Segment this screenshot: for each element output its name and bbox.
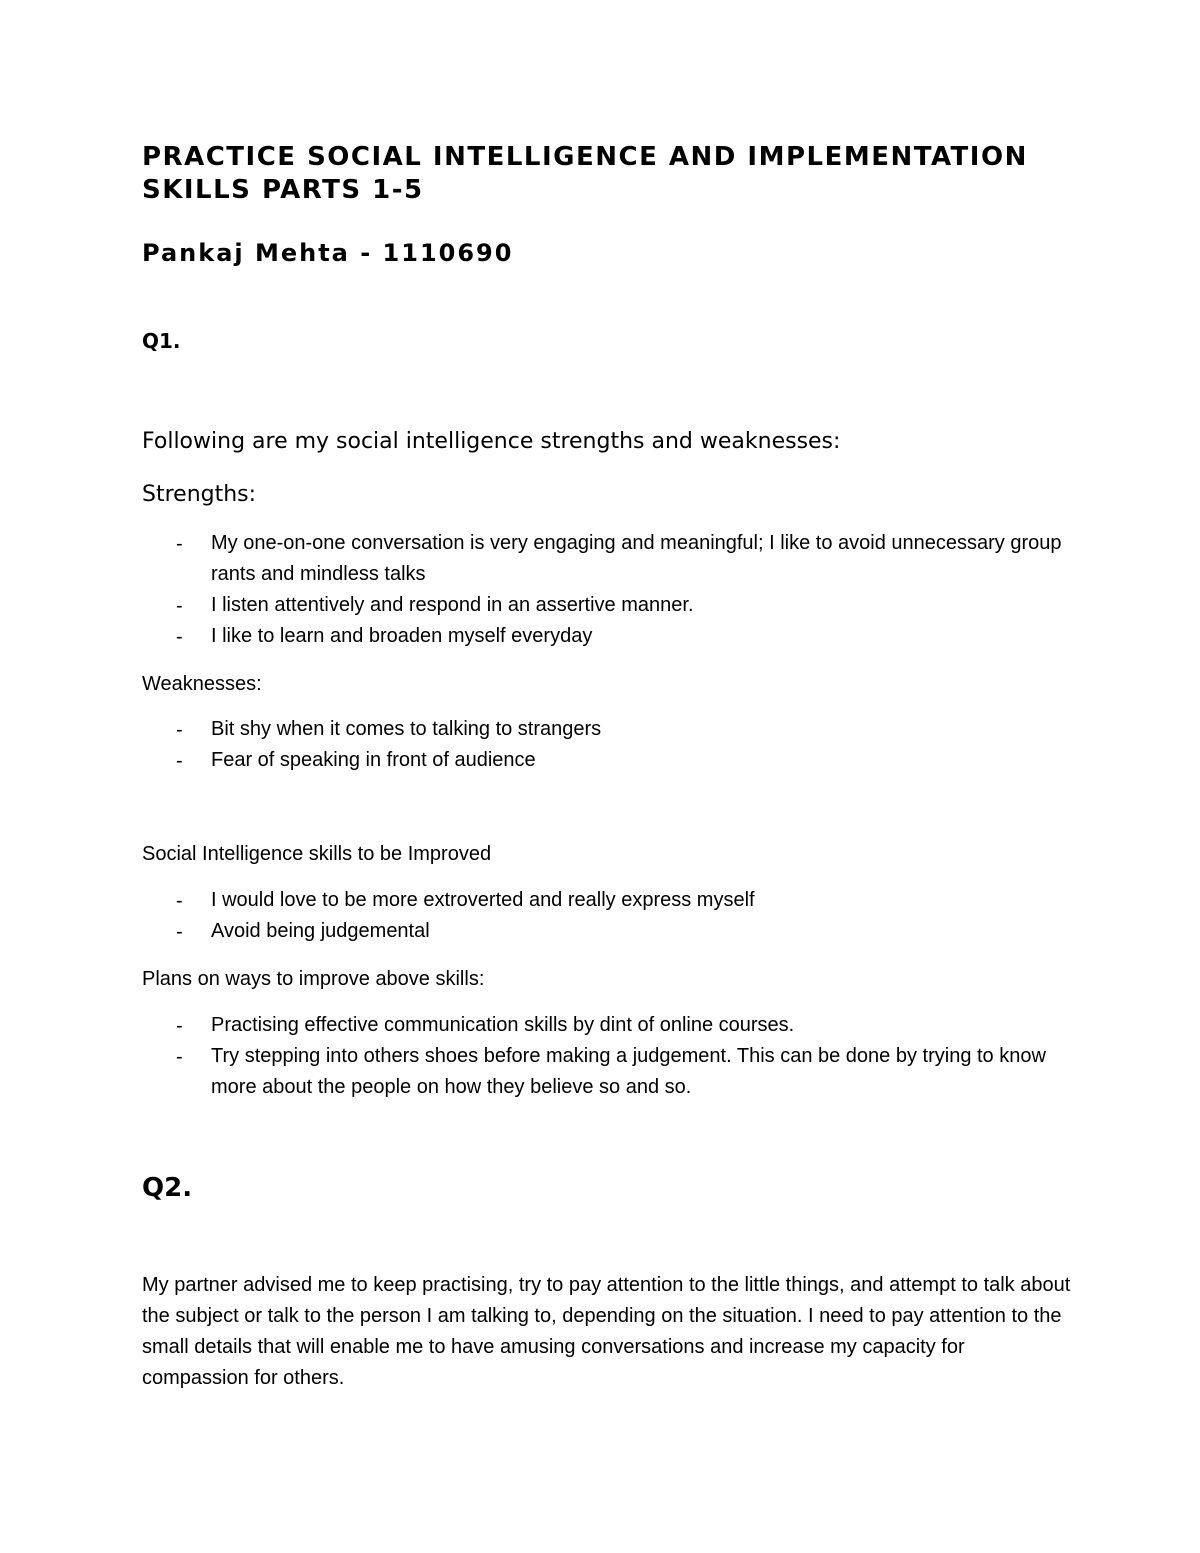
improve-item: I would love to be more extroverted and really express myself	[211, 889, 755, 911]
strengths-label: Strengths:	[142, 482, 257, 507]
weakness-item: Bit shy when it comes to talking to strangers	[211, 718, 602, 740]
bullet-dash: -	[176, 921, 183, 943]
plan-item: Try stepping into others shoes before making a judgement. This can be done by trying to know more about the people on how they believe so and so.	[211, 1045, 1046, 1098]
plans-label: Plans on ways to improve above skills:	[142, 968, 485, 990]
strength-item: My one-on-one conversation is very engaging and meaningful; I like to avoid unnecessary group rants and mindless talks	[211, 532, 1062, 585]
bullet-dash: -	[176, 1015, 183, 1037]
q1-heading: Q1.	[142, 329, 181, 353]
q2-paragraph: My partner advised me to keep practising, try to pay attention to the little things, and attempt to talk about the subject or talk to the person I am talking to, depending on the situation. I need to pay attention to the small details that will enable me to have amusing conversations and increase my capacity for compassion for others.	[142, 1274, 1071, 1389]
weakness-item: Fear of speaking in front of audience	[211, 749, 536, 771]
improve-item: Avoid being judgemental	[211, 920, 430, 942]
q2-heading: Q2.	[142, 1173, 193, 1203]
q1-intro: Following are my social intelligence strengths and weaknesses:	[142, 429, 841, 454]
strength-item: I listen attentively and respond in an assertive manner.	[211, 594, 694, 616]
bullet-dash: -	[176, 1046, 183, 1068]
weaknesses-label: Weaknesses:	[142, 673, 262, 695]
document-title: PRACTICE SOCIAL INTELLIGENCE AND IMPLEMENTATION SKILLS PARTS 1-5	[142, 142, 1028, 205]
bullet-dash: -	[176, 626, 183, 648]
plan-item: Practising effective communication skills by dint of online courses.	[211, 1014, 795, 1036]
strength-item: I like to learn and broaden myself everyday	[211, 625, 593, 647]
bullet-dash: -	[176, 750, 183, 772]
bullet-dash: -	[176, 719, 183, 741]
author-line: Pankaj Mehta - 1110690	[142, 239, 514, 267]
bullet-dash: -	[176, 890, 183, 912]
bullet-dash: -	[176, 595, 183, 617]
bullet-dash: -	[176, 533, 183, 555]
improve-label: Social Intelligence skills to be Improved	[142, 843, 492, 865]
